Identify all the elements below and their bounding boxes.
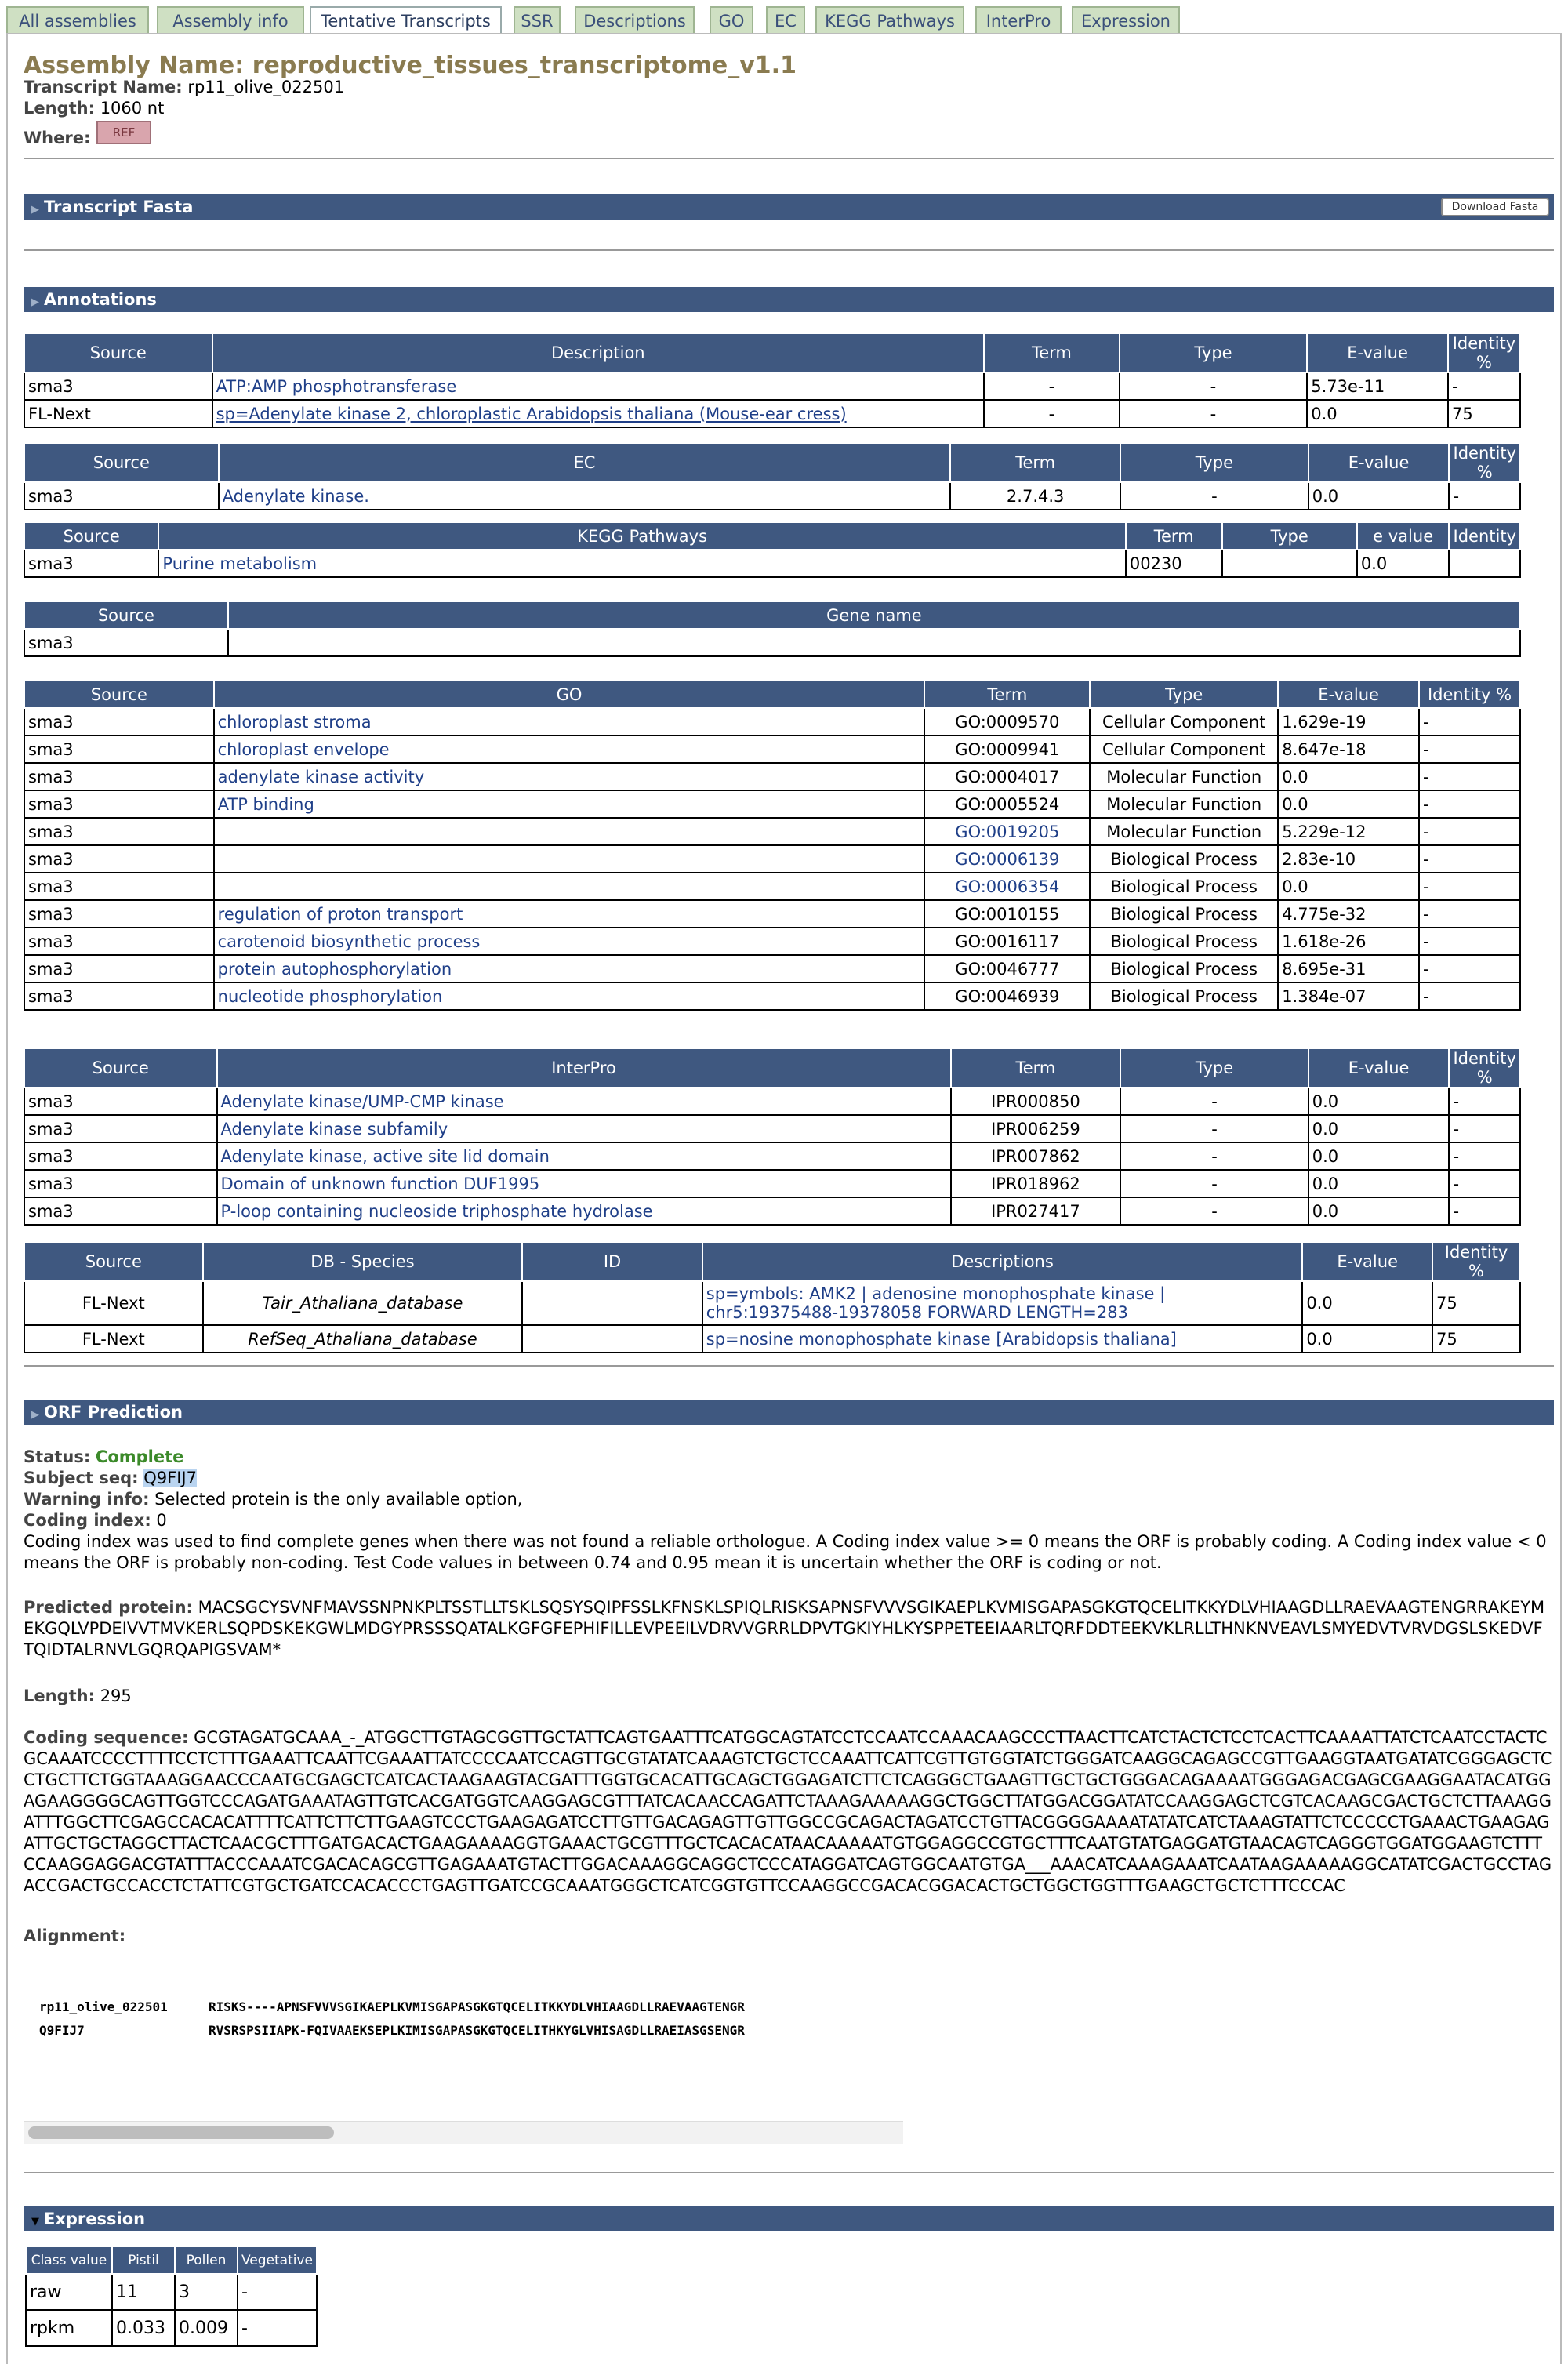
cell-identity: - xyxy=(1419,845,1520,873)
col-evalue: e value xyxy=(1357,522,1450,550)
cell-evalue: 1.618e-26 xyxy=(1278,928,1419,955)
tab-kegg-pathways[interactable]: KEGG Pathways xyxy=(815,6,964,33)
table-row xyxy=(24,1088,1520,1115)
cell-id xyxy=(522,1325,702,1353)
cell-evalue: 0.0 xyxy=(1278,790,1419,818)
cell-evalue: 0.0 xyxy=(1308,1115,1450,1142)
col-source: Source xyxy=(24,681,214,708)
orf-length-row xyxy=(24,1686,1552,1707)
cell-identity: - xyxy=(1419,708,1520,735)
table-row xyxy=(24,629,1520,656)
cell-source: sma3 xyxy=(24,873,214,900)
coding-sequence-label: Coding sequence: xyxy=(24,1728,189,1747)
table-row xyxy=(24,982,1520,1010)
cell-term[interactable]: GO:0019205 xyxy=(924,818,1090,845)
tab-all-assemblies[interactable]: All assemblies xyxy=(6,6,149,33)
cell-source: sma3 xyxy=(24,1088,217,1115)
cell-term: IPR018962 xyxy=(951,1170,1121,1197)
coding-sequence-value: GCGTAGATGCAAA_-_ATGGCTTGTAGCGGTTGCTATTCAGTGAATTTCATGGCAGTATCCTCCAATCCAAACAAGCCCTTAACTTCATCTACTCTCCTCACTTCAAAATTATCTCAATCCTACTCGCAAATCCCCTTTTCCTCTTTGAAATTCAATTCGAAATTATCCCCAATCCAGTTGCGTATATCAAAGTCTGCTCCAAATTCATTCGTTGTGGTATCTGGGATCAAGGCAGAGCCGTTGAAGGTAATGATATCGGGAGCTCCTGCTTCTGGTAAAGGAACCCAATGCGAGCTCATCACTAAGAAGTACGATTTGGTGCACATTGCAGCTGGAGATCTTCTCAGGGCTGAAGTTGCTGCTGGGACAGAAAATGGGAGACGAGCGAAGGAATACATGGAGAAGGGGCAGTTGGTCCCAGATGAAATAGTTGTCACGATGGTCAAGGAGCGTTTATCACAACCAGATTCTAAAGAAAAAGGCTGGCTTATGGACGGATATCCAAGGAGCTCGTCACAAGCGACTGCTCTTAAAGGATTTGGCTTCGAGCCACACATTTTCATTCTTCTTGAAGTCCCTGAAGAGATCCTTGTTGACAGAGTTGTTGGCCGCAGACTAGATCCTGTTACGGGGAAAATATATCATCTAAAGTATTCTCCCCCTGAAACTGAAGAGATTGCTGCTAGGCTTACTCAACGCTTTGATGACACTGAAGAAAAGGTGAAACTGCGTTTGCTCACACATAACAAAAATGTGGAGGCCGTGCTTTCAATGTATGAGGATGTAACAGTCAGGGTGGATGGAAGTCTTTCCAAGGAGGACGTATTTACCCAAATCGACACAGCGTTGAGAAATGTACTTGGACAAAGGCAGGCTCCCATAGGATCAGTGGCAATGTGA___AAACATCAAAGAAATCAATAAGAAAAAGGCATATCGACTGCCTAGACCGACTGCCACCTCTATTCGTGCTGATCCACACCCTGAGTTGATCCGCAAATGGGCTCATCGGTGTTCCAAGGCCGACACGGACACTGCTGGCTGGTTTGAAGCTGCTCTTTCCCAC xyxy=(24,1728,1552,1895)
col-identity: Identity % xyxy=(1448,333,1520,372)
cell-identity: - xyxy=(1448,372,1520,400)
cell-type xyxy=(1222,550,1357,577)
cell-source: sma3 xyxy=(24,900,214,928)
tab-descriptions[interactable]: Descriptions xyxy=(575,6,695,33)
cell-type: Molecular Function xyxy=(1090,763,1278,790)
col-identity: Identity % xyxy=(1449,1048,1520,1088)
interpro-link[interactable]: Adenylate kinase, active site lid domain xyxy=(217,1142,951,1170)
cell-evalue: 8.695e-31 xyxy=(1278,955,1419,982)
go-term-link[interactable]: chloroplast stroma xyxy=(214,708,925,735)
interpro-table-body xyxy=(24,1088,1520,1225)
col-id: ID xyxy=(522,1242,702,1281)
table-row xyxy=(24,928,1520,955)
col-term: Term xyxy=(950,443,1120,482)
transcript-name-value: rp11_olive_022501 xyxy=(187,78,345,96)
cell-evalue: 0.0 xyxy=(1302,1325,1432,1353)
orf-warning-row xyxy=(24,1489,1552,1510)
cell-source: sma3 xyxy=(24,763,214,790)
col-gene-name: Gene name xyxy=(228,601,1520,629)
col-pistil: Pistil xyxy=(112,2246,175,2274)
col-vegetative: Vegetative xyxy=(238,2246,317,2274)
cell-class-value: rpkm xyxy=(26,2310,112,2346)
interpro-link[interactable]: Adenylate kinase/UMP-CMP kinase xyxy=(217,1088,951,1115)
cell-identity: - xyxy=(1419,763,1520,790)
interpro-link[interactable]: Domain of unknown function DUF1995 xyxy=(217,1170,951,1197)
cell-evalue: 0.0 xyxy=(1308,1088,1450,1115)
cell-source: sma3 xyxy=(24,790,214,818)
cell-source: FL-Next xyxy=(24,400,212,427)
go-term-link[interactable]: carotenoid biosynthetic process xyxy=(214,928,925,955)
col-description: Description xyxy=(212,333,985,372)
cell-type: - xyxy=(1120,372,1307,400)
cell-type: Cellular Component xyxy=(1090,708,1278,735)
cell-evalue: 5.73e-11 xyxy=(1307,372,1448,400)
col-source: Source xyxy=(24,1242,203,1281)
kegg-link[interactable]: Purine metabolism xyxy=(158,550,1125,577)
col-evalue: E-value xyxy=(1308,1048,1450,1088)
col-identity: Identity % xyxy=(1432,1242,1520,1281)
cell-identity: - xyxy=(1449,1088,1520,1115)
table-row xyxy=(24,1170,1520,1197)
table-row xyxy=(24,955,1520,982)
cell-type: Cellular Component xyxy=(1090,735,1278,763)
ec-link[interactable]: Adenylate kinase. xyxy=(219,482,951,510)
cell-source: sma3 xyxy=(24,1142,217,1170)
cell-term: GO:0016117 xyxy=(924,928,1090,955)
col-identity: Identity % xyxy=(1419,681,1520,708)
go-term-link[interactable] xyxy=(214,845,925,873)
go-term-link[interactable] xyxy=(214,873,925,900)
col-kegg: KEGG Pathways xyxy=(158,522,1125,550)
col-term: Term xyxy=(1126,522,1222,550)
transcript-fasta-header[interactable] xyxy=(24,194,1554,220)
table-row xyxy=(24,550,1520,577)
cell-evalue: 4.775e-32 xyxy=(1278,900,1419,928)
cell-type: - xyxy=(1120,1115,1308,1142)
table-row xyxy=(24,1281,1520,1325)
table-row xyxy=(24,1142,1520,1170)
cell-type: - xyxy=(1120,482,1308,510)
cell-term: GO:0010155 xyxy=(924,900,1090,928)
orf-length-label: Length: xyxy=(24,1687,95,1705)
cell-class-value: raw xyxy=(26,2274,112,2310)
table-row xyxy=(26,2310,317,2346)
col-type: Type xyxy=(1120,443,1308,482)
go-term-link[interactable] xyxy=(214,818,925,845)
cell-source: sma3 xyxy=(24,735,214,763)
col-evalue: E-value xyxy=(1302,1242,1432,1281)
alignment-row xyxy=(24,1926,1552,1947)
col-source: Source xyxy=(24,333,212,372)
cell-type: Biological Process xyxy=(1090,845,1278,873)
cell-term: IPR006259 xyxy=(951,1115,1121,1142)
cell-term: 00230 xyxy=(1126,550,1222,577)
cell-identity: - xyxy=(1419,955,1520,982)
alignment-subject-seq: RVSRSPSIIAPK-FQIVAAEKSEPLKIMISGAPASGKGTQCELITHKYGLVHISAGDLLRAEIASGSENGR xyxy=(209,2023,745,2038)
divider xyxy=(24,158,1554,159)
cell-db-species: Tair_Athaliana_database xyxy=(203,1281,523,1325)
cell-pistil: 0.033 xyxy=(112,2310,175,2346)
col-term: Term xyxy=(951,1048,1121,1088)
col-source: Source xyxy=(24,601,228,629)
warning-value: Selected protein is the only available option, xyxy=(154,1490,523,1509)
cell-vegetative: - xyxy=(238,2310,317,2346)
cell-evalue: 0.0 xyxy=(1308,1142,1450,1170)
cell-term[interactable]: GO:0006354 xyxy=(924,873,1090,900)
cell-identity xyxy=(1449,550,1520,577)
cell-identity: 75 xyxy=(1432,1281,1520,1325)
go-table-body xyxy=(24,708,1520,1010)
go-term-link[interactable]: chloroplast envelope xyxy=(214,735,925,763)
cell-type: Biological Process xyxy=(1090,873,1278,900)
ec-table xyxy=(24,442,1521,510)
coding-sequence-block xyxy=(24,1727,1552,1897)
gene-name-table xyxy=(24,601,1521,657)
col-interpro: InterPro xyxy=(217,1048,951,1088)
warning-label: Warning info: xyxy=(24,1490,150,1509)
cell-type: Biological Process xyxy=(1090,928,1278,955)
cell-type: - xyxy=(1120,400,1307,427)
table-header-row xyxy=(24,443,1520,482)
cell-identity: - xyxy=(1449,1197,1520,1225)
cell-identity: 75 xyxy=(1448,400,1520,427)
col-go: GO xyxy=(214,681,925,708)
orf-length-value: 295 xyxy=(100,1687,132,1705)
length-label: Length: xyxy=(24,99,95,118)
cell-source: sma3 xyxy=(24,372,212,400)
table-row xyxy=(24,1197,1520,1225)
length-row xyxy=(24,99,164,118)
cell-identity: - xyxy=(1419,818,1520,845)
cell-identity: - xyxy=(1419,928,1520,955)
assembly-name: reproductive_tissues_transcriptome_v1.1 xyxy=(252,52,797,79)
alignment-subject-name: Q9FIJ7 xyxy=(39,2023,85,2038)
col-descriptions: Descriptions xyxy=(702,1242,1303,1281)
cell-identity: - xyxy=(1449,1170,1520,1197)
cell-source: sma3 xyxy=(24,550,158,577)
transcript-name-row xyxy=(24,78,344,96)
transcript-name-label: Transcript Name: xyxy=(24,78,183,96)
cell-evalue: 1.384e-07 xyxy=(1278,982,1419,1010)
table-row xyxy=(24,372,1520,400)
triangle-down-icon: ▼ xyxy=(31,2216,39,2228)
tab-expression[interactable]: Expression xyxy=(1072,6,1180,33)
predicted-protein-block xyxy=(24,1597,1552,1661)
expression-header[interactable] xyxy=(24,2206,1554,2231)
triangle-right-icon: ▶ xyxy=(31,1409,39,1421)
table-header-row xyxy=(24,1048,1520,1088)
orf-coding-row xyxy=(24,1510,1552,1531)
orf-prediction-header[interactable] xyxy=(24,1400,1554,1425)
cell-identity: - xyxy=(1449,482,1520,510)
cell-source: sma3 xyxy=(24,1115,217,1142)
table-row xyxy=(24,818,1520,845)
tab-ec[interactable]: EC xyxy=(766,6,805,33)
subject-label: Subject seq: xyxy=(24,1469,139,1487)
table-row xyxy=(24,735,1520,763)
cell-source: sma3 xyxy=(24,982,214,1010)
go-table xyxy=(24,680,1521,1011)
cell-term: GO:0009941 xyxy=(924,735,1090,763)
cell-term: 2.7.4.3 xyxy=(950,482,1120,510)
col-source: Source xyxy=(24,522,158,550)
description-link[interactable]: sp=Adenylate kinase 2, chloroplastic Arabidopsis thaliana (Mouse-ear cress) xyxy=(212,400,985,427)
cell-identity: - xyxy=(1419,790,1520,818)
predicted-protein-value: MACSGCYSVNFMAVSSNPNKPLTSSTLLTSKLSQSYSQIPFSSLKFNSKLSPIQLRISKSAPNSFVVVSGIKAEPLKVMISGAPASGKGTQCELITKKYDLVHIAAGDLLRAEVAAGTENGRRAKEYMEKGQLVPDEIVVTMVKERLSQPDSKEKGWLMDGYPRSSSQATALKGFGFEPHIFILLEVPEEILVDRVVGRRLDPVTGKIYHLKYSPPETEEIAARLTQRFDDTEEKVKLRLLTHNKNVEAVLSMYEDVTVRVDGSLSKEDVFTQIDTALRNVLGQRQAPIGSVAM* xyxy=(24,1598,1545,1659)
orf-subject-row xyxy=(24,1468,1552,1489)
horizontal-scrollbar[interactable] xyxy=(24,2121,903,2144)
table-row xyxy=(24,845,1520,873)
col-evalue: E-value xyxy=(1307,333,1448,372)
col-evalue: E-value xyxy=(1278,681,1419,708)
tab-go[interactable]: GO xyxy=(710,6,753,33)
tab-interpro[interactable]: InterPro xyxy=(975,6,1062,33)
expression-table xyxy=(25,2246,318,2347)
col-term: Term xyxy=(984,333,1120,372)
cell-evalue: 2.83e-10 xyxy=(1278,845,1419,873)
table-row xyxy=(24,873,1520,900)
cell-evalue: 8.647e-18 xyxy=(1278,735,1419,763)
cell-evalue: 0.0 xyxy=(1278,873,1419,900)
coding-note: Coding index was used to find complete genes when there was not found a reliable orthologue. A Coding index value >= 0 means the ORF is probably coding. A Coding index value < 0 means the ORF is probably non-coding. Test Code values in between 0.74 and 0.95 mean it is uncertain whether the ORF is coding or not. xyxy=(24,1532,1547,1572)
cell-identity: - xyxy=(1449,1142,1520,1170)
annotations-title: Annotations xyxy=(44,290,157,309)
cell-evalue: 0.0 xyxy=(1357,550,1450,577)
col-source: Source xyxy=(24,1048,217,1088)
where-label: Where: xyxy=(24,129,91,147)
tab-ssr[interactable]: SSR xyxy=(514,6,561,33)
table-row xyxy=(24,900,1520,928)
tab-bar xyxy=(0,0,1568,34)
table-row xyxy=(24,708,1520,735)
cell-identity: 75 xyxy=(1432,1325,1520,1353)
tab-tentative-transcripts[interactable]: Tentative Transcripts xyxy=(310,6,502,33)
cell-source: FL-Next xyxy=(24,1325,203,1353)
divider xyxy=(24,2172,1554,2173)
assembly-title xyxy=(24,52,797,79)
table-row xyxy=(24,400,1520,427)
table-header-row xyxy=(26,2246,317,2274)
cell-db-species: RefSeq_Athaliana_database xyxy=(203,1325,523,1353)
transcript-fasta-title: Transcript Fasta xyxy=(44,198,194,216)
cell-type: - xyxy=(1120,1142,1308,1170)
alignment-label: Alignment: xyxy=(24,1926,126,1945)
db-description-link[interactable]: sp=nosine monophosphate kinase [Arabidopsis thaliana] xyxy=(702,1325,1303,1353)
table-header-row xyxy=(24,522,1520,550)
cell-term: IPR007862 xyxy=(951,1142,1121,1170)
db-description-link[interactable]: sp=ymbols: AMK2 | adenosine monophosphate kinase | chr5:19375488-19378058 FORWARD LENGTH=283 xyxy=(702,1281,1303,1325)
table-row xyxy=(24,482,1520,510)
description-link[interactable]: ATP:AMP phosphotransferase xyxy=(212,372,985,400)
col-type: Type xyxy=(1120,1048,1308,1088)
length-value: 1060 nt xyxy=(100,99,165,118)
cell-source: sma3 xyxy=(24,928,214,955)
go-term-link[interactable]: ATP binding xyxy=(214,790,925,818)
col-source: Source xyxy=(24,443,219,482)
col-identity: Identity xyxy=(1449,522,1520,550)
go-term-link[interactable]: nucleotide phosphorylation xyxy=(214,982,925,1010)
tab-assembly-info[interactable]: Assembly info xyxy=(157,6,304,33)
cell-term: GO:0046939 xyxy=(924,982,1090,1010)
col-identity: Identity % xyxy=(1449,443,1520,482)
cell-evalue: 0.0 xyxy=(1307,400,1448,427)
cell-evalue: 1.629e-19 xyxy=(1278,708,1419,735)
table-row xyxy=(24,1325,1520,1353)
download-fasta-button[interactable]: Download Fasta xyxy=(1441,198,1549,216)
table-header-row xyxy=(24,333,1520,372)
subject-value[interactable]: Q9FIJ7 xyxy=(143,1469,197,1487)
table-header-row xyxy=(24,601,1520,629)
table-header-row xyxy=(24,1242,1520,1281)
cell-source: FL-Next xyxy=(24,1281,203,1325)
cell-identity: - xyxy=(1419,900,1520,928)
kegg-table xyxy=(24,521,1521,578)
cell-gene-name xyxy=(228,629,1520,656)
cell-id xyxy=(522,1281,702,1325)
cell-type: - xyxy=(1120,1197,1308,1225)
cell-pollen: 0.009 xyxy=(175,2310,238,2346)
col-term: Term xyxy=(924,681,1090,708)
cell-term: - xyxy=(984,400,1120,427)
orf-prediction-title: ORF Prediction xyxy=(44,1403,183,1422)
cell-source: sma3 xyxy=(24,955,214,982)
cell-type: Molecular Function xyxy=(1090,818,1278,845)
cell-identity: - xyxy=(1419,735,1520,763)
cell-pistil: 11 xyxy=(112,2274,175,2310)
status-label: Status: xyxy=(24,1447,91,1466)
divider xyxy=(24,249,1554,251)
cell-term: - xyxy=(984,372,1120,400)
interpro-link[interactable]: Adenylate kinase subfamily xyxy=(217,1115,951,1142)
cell-evalue: 0.0 xyxy=(1302,1281,1432,1325)
cell-term: GO:0046777 xyxy=(924,955,1090,982)
col-type: Type xyxy=(1120,333,1307,372)
col-db-species: DB - Species xyxy=(203,1242,523,1281)
db-species-table xyxy=(24,1241,1521,1353)
interpro-table xyxy=(24,1048,1521,1226)
annotations-header[interactable] xyxy=(24,287,1554,312)
go-term-link[interactable]: regulation of proton transport xyxy=(214,900,925,928)
cell-identity: - xyxy=(1419,982,1520,1010)
cell-source: sma3 xyxy=(24,1170,217,1197)
cell-term: GO:0004017 xyxy=(924,763,1090,790)
table-header-row xyxy=(24,681,1520,708)
where-ref-badge[interactable]: REF xyxy=(96,121,151,144)
cell-evalue: 0.0 xyxy=(1278,763,1419,790)
col-ec: EC xyxy=(219,443,951,482)
col-type: Type xyxy=(1222,522,1357,550)
divider xyxy=(24,1365,1554,1367)
cell-term: IPR027417 xyxy=(951,1197,1121,1225)
cell-source: sma3 xyxy=(24,708,214,735)
cell-pollen: 3 xyxy=(175,2274,238,2310)
cell-type: Biological Process xyxy=(1090,982,1278,1010)
go-term-link[interactable]: adenylate kinase activity xyxy=(214,763,925,790)
col-type: Type xyxy=(1090,681,1278,708)
interpro-link[interactable]: P-loop containing nucleoside triphosphate hydrolase xyxy=(217,1197,951,1225)
cell-type: - xyxy=(1120,1170,1308,1197)
col-class-value: Class value xyxy=(26,2246,112,2274)
cell-source: sma3 xyxy=(24,1197,217,1225)
coding-label: Coding index: xyxy=(24,1511,151,1530)
triangle-right-icon: ▶ xyxy=(31,204,39,216)
cell-source: sma3 xyxy=(24,629,228,656)
cell-term: IPR000850 xyxy=(951,1088,1121,1115)
table-row xyxy=(26,2274,317,2310)
cell-source: sma3 xyxy=(24,818,214,845)
cell-source: sma3 xyxy=(24,482,219,510)
coding-value: 0 xyxy=(156,1511,167,1530)
cell-identity: - xyxy=(1449,1115,1520,1142)
table-row xyxy=(24,1115,1520,1142)
cell-type: Biological Process xyxy=(1090,955,1278,982)
cell-type: Biological Process xyxy=(1090,900,1278,928)
cell-evalue: 0.0 xyxy=(1308,1170,1450,1197)
cell-identity: - xyxy=(1419,873,1520,900)
alignment-query-name: rp11_olive_022501 xyxy=(39,1999,168,2014)
triangle-right-icon: ▶ xyxy=(31,296,39,308)
orf-status-row xyxy=(24,1447,1552,1468)
table-row xyxy=(24,763,1520,790)
col-evalue: E-value xyxy=(1308,443,1450,482)
expression-title: Expression xyxy=(44,2210,146,2228)
scrollbar-thumb[interactable] xyxy=(28,2126,334,2139)
table-row xyxy=(24,790,1520,818)
assembly-title-label: Assembly Name: xyxy=(24,52,245,79)
cell-evalue: 0.0 xyxy=(1308,482,1450,510)
alignment-query-seq: RISKS----APNSFVVVSGIKAEPLKVMISGAPASGKGTQCELITKKYDLVHIAAGDLLRAEVAAGTENGR xyxy=(209,1999,745,2014)
cell-evalue: 0.0 xyxy=(1308,1197,1450,1225)
description-table xyxy=(24,332,1521,428)
cell-source: sma3 xyxy=(24,845,214,873)
cell-evalue: 5.229e-12 xyxy=(1278,818,1419,845)
cell-type: - xyxy=(1120,1088,1308,1115)
cell-term: GO:0009570 xyxy=(924,708,1090,735)
cell-vegetative: - xyxy=(238,2274,317,2310)
col-pollen: Pollen xyxy=(175,2246,238,2274)
go-term-link[interactable]: protein autophosphorylation xyxy=(214,955,925,982)
status-value: Complete xyxy=(95,1447,184,1466)
cell-term: GO:0005524 xyxy=(924,790,1090,818)
predicted-protein-label: Predicted protein: xyxy=(24,1598,193,1617)
where-row xyxy=(24,129,90,147)
cell-type: Molecular Function xyxy=(1090,790,1278,818)
cell-term[interactable]: GO:0006139 xyxy=(924,845,1090,873)
